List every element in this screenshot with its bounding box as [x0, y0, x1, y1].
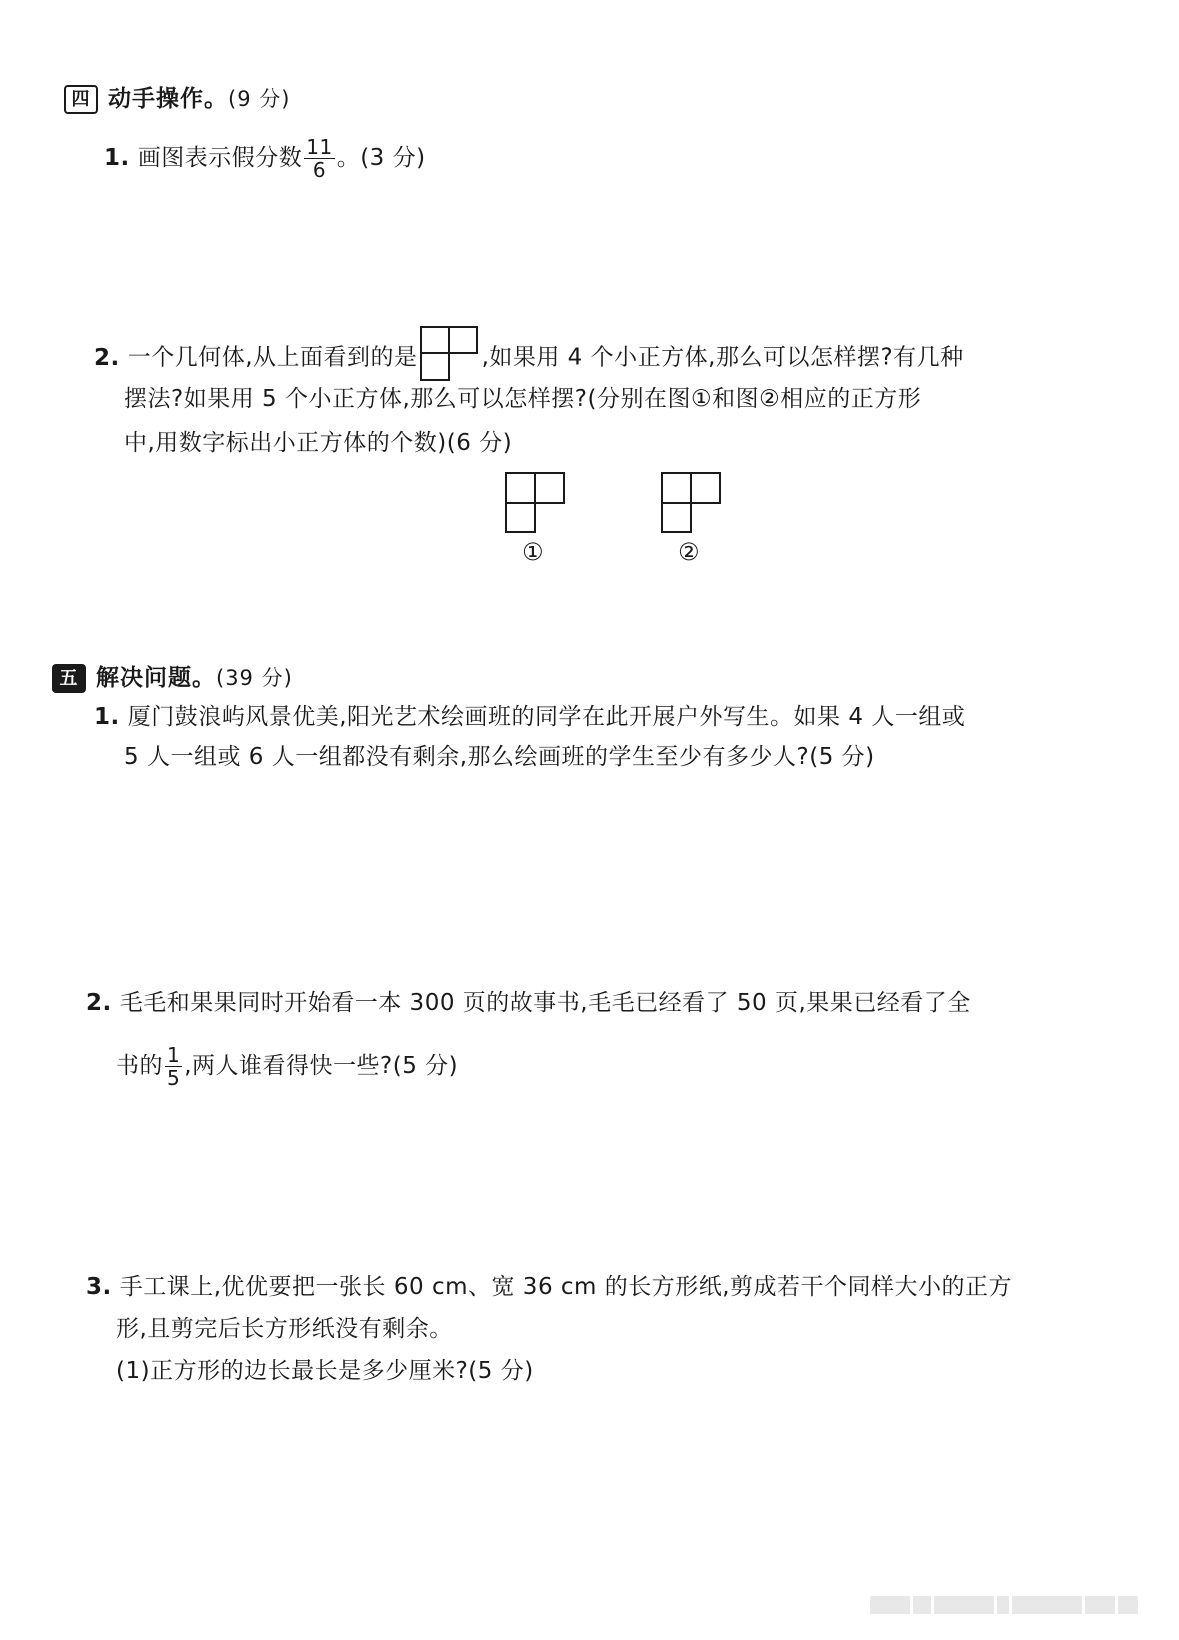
- section-5-question-1-line-1: [94, 702, 965, 732]
- fraction-numerator: 1: [167, 1043, 181, 1067]
- section-4-question-2-line-3: 中,用数字标出小正方体的个数)(6 分): [124, 430, 513, 456]
- section-4-question-1: [104, 136, 426, 181]
- question-text: 画图表示假分数: [137, 145, 303, 171]
- section-5-title: 解决问题。: [96, 665, 216, 691]
- question-score: 。(3 分): [336, 145, 426, 171]
- question-number: 2.: [86, 990, 112, 1016]
- question-text-a: 一个几何体,从上面看到的是: [127, 344, 418, 371]
- section-5-heading: [52, 659, 293, 693]
- question-text: 厦门鼓浪屿风景优美,阳光艺术绘画班的同学在此开展户外写生。如果 4 人一组或: [127, 704, 966, 730]
- question-text: 毛毛和果果同时开始看一本 300 页的故事书,毛毛已经看了 50 页,果果已经看了全: [119, 990, 971, 1016]
- figure-2-label: ②: [678, 538, 700, 566]
- section-5-question-1-line-2: 5 人一组或 6 人一组都没有剩余,那么绘画班的学生至少有多少人?(5 分): [124, 744, 875, 770]
- section-4-question-2-line-1: [94, 326, 964, 390]
- section-5-question-2-line-1: [86, 988, 971, 1018]
- section-5-score: (39 分): [216, 666, 293, 690]
- question-number: 3.: [86, 1274, 112, 1300]
- fraction-11-6: [304, 136, 334, 181]
- question-number: 1.: [94, 704, 120, 730]
- fraction-denominator: 5: [167, 1066, 181, 1090]
- section-4-heading: [64, 80, 290, 114]
- figure-1-grid: [505, 472, 567, 538]
- figure-1-label: ①: [522, 538, 544, 566]
- question-text-a: 书的: [116, 1053, 163, 1079]
- question-number: 1.: [104, 145, 130, 171]
- question-text-b: ,两人谁看得快一些?(5 分): [184, 1053, 459, 1079]
- question-text-b: ,如果用 4 个小正方体,那么可以怎样摆?有几种: [481, 344, 964, 371]
- section-5-question-3-line-1: [86, 1272, 1012, 1302]
- section-5-question-2-line-2: [116, 1044, 458, 1089]
- fraction-numerator: 11: [306, 135, 333, 159]
- section-5-question-3-subquestion-1: (1)正方形的边长最长是多少厘米?(5 分): [116, 1358, 534, 1384]
- section-5-question-3-line-2: 形,且剪完后长方形纸没有剩余。: [116, 1316, 453, 1342]
- section-4-number-box: 四: [64, 85, 98, 114]
- section-4-score: (9 分): [228, 87, 291, 111]
- top-view-shape: [420, 326, 480, 390]
- fraction-denominator: 6: [312, 158, 327, 182]
- question-number: 2.: [94, 344, 120, 371]
- section-4-title: 动手操作。: [108, 86, 228, 112]
- scan-artifact-bar: [870, 1596, 1160, 1614]
- question-text: 手工课上,优优要把一张长 60 cm、宽 36 cm 的长方形纸,剪成若干个同样大小的正方: [119, 1274, 1013, 1300]
- fraction-1-5: [165, 1044, 182, 1089]
- section-5-number-box: 五: [52, 664, 86, 693]
- figure-2-grid: [661, 472, 723, 538]
- section-4-question-2-line-2: 摆法?如果用 5 个小正方体,那么可以怎样摆?(分别在图①和图②相应的正方形: [124, 386, 922, 412]
